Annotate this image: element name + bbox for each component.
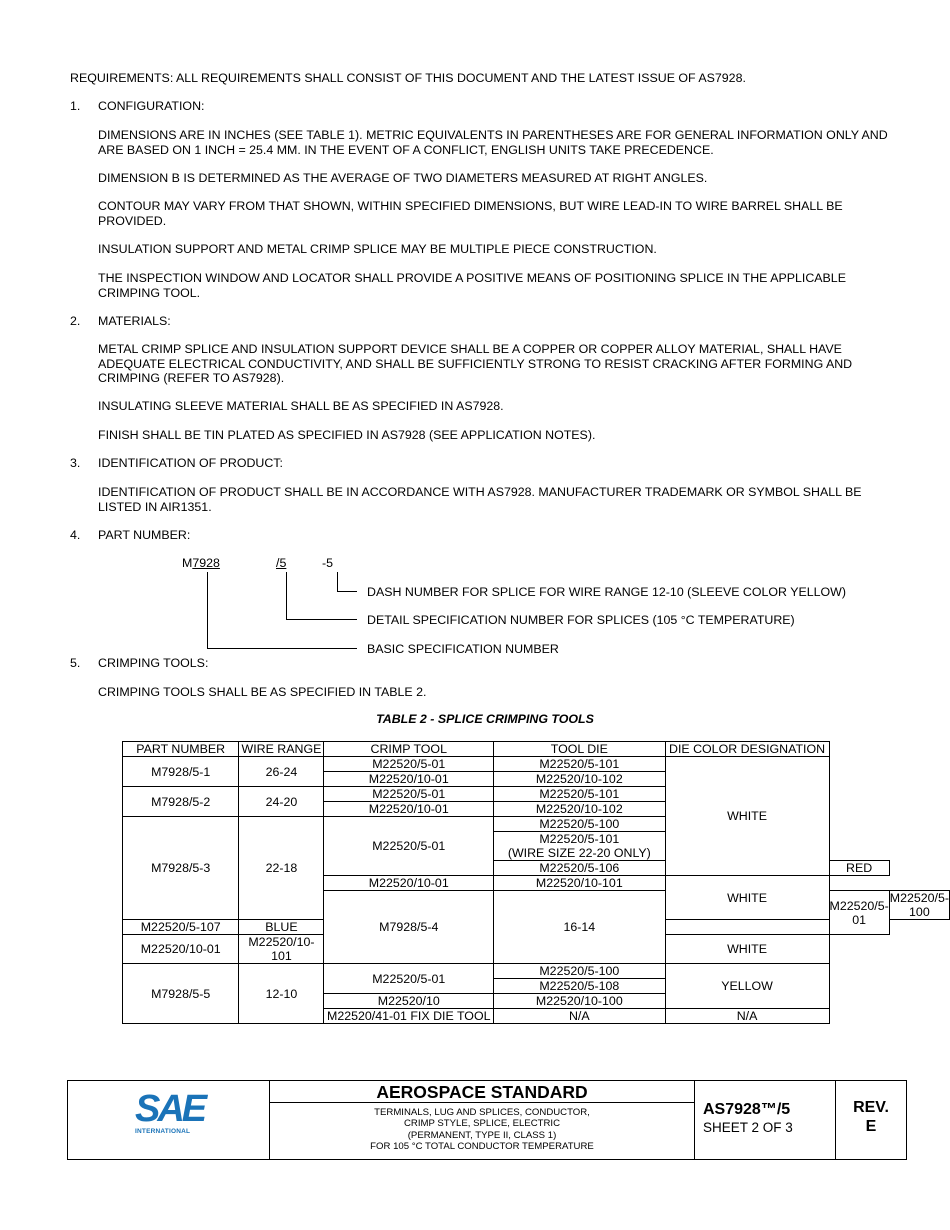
table-row <box>123 757 950 772</box>
description-cell <box>270 1081 695 1159</box>
part-number-cell: M7928/5-3 <box>123 817 239 920</box>
wire-range-cell: 26-24 <box>239 757 324 787</box>
leader-line <box>207 648 357 649</box>
tool-die-cell: M22520/5-100 <box>494 817 666 832</box>
tool-die-cell: M22520/5-101 <box>494 832 666 847</box>
title-block <box>67 1080 907 1160</box>
leader-line <box>207 572 208 649</box>
part-number-cell: M7928/5-5 <box>123 964 239 1024</box>
crimping-tools-table <box>122 741 950 1024</box>
section-1-paragraph: DIMENSIONS ARE IN INCHES (SEE TABLE 1). METRIC EQUIVALENTS IN PARENTHESES ARE FOR GENERAL INFORMATION ONLY AND ARE BASED ON 1 INCH = 25.4 MM. IN THE EVENT OF A CONFLICT, ENGLISH UNITS TAKE PRECEDENCE. <box>98 128 888 157</box>
leader-line <box>337 572 338 591</box>
section-1-title: CONFIGURATION: <box>98 99 205 113</box>
part-number-cell: M7928/5-1 <box>123 757 239 787</box>
tool-die-cell: M22520/10-101 <box>494 876 666 891</box>
section-1-paragraph: THE INSPECTION WINDOW AND LOCATOR SHALL PROVIDE A POSITIVE MEANS OF POSITIONING SPLICE IN THE APPLICABLE CRIMPING TOOL. <box>98 271 846 300</box>
document-description: TERMINALS, LUG AND SPLICES, CONDUCTOR, CRIMP STYLE, SPLICE, ELECTRIC (PERMANENT, TYPE II, CLASS 1) FOR 105 °C TOTAL CONDUCTOR TEMPERATURE <box>370 1107 594 1152</box>
tool-die-cell: M22520/5-101 <box>494 787 666 802</box>
tool-die-cell: M22520/5-107 <box>123 920 239 935</box>
standard-header: AEROSPACE STANDARD <box>270 1081 694 1103</box>
crimp-tool-cell: M22520/41-01 FIX DIE TOOL <box>324 1009 494 1024</box>
table-header-row <box>123 742 950 757</box>
part-number-basic: M7928 <box>182 556 220 570</box>
revision-cell <box>836 1081 906 1159</box>
tool-die-cell: M22520/10-102 <box>494 772 666 787</box>
crimp-tool-cell: M22520/10-01 <box>324 802 494 817</box>
die-color-cell: YELLOW <box>665 964 829 1009</box>
section-2-title: MATERIALS: <box>98 314 171 328</box>
wire-range-cell: 12-10 <box>239 964 324 1024</box>
crimp-tool-cell: M22520/5-01 <box>829 891 889 935</box>
crimp-tool-cell: M22520/10-01 <box>324 772 494 787</box>
tool-die-cell: M22520/5-100 <box>494 964 666 979</box>
tool-die-cell: M22520/5-100 <box>889 891 949 919</box>
revision-label: REV. <box>853 1099 889 1116</box>
table-header: WIRE RANGE <box>239 742 324 757</box>
tool-die-cell: M22520/5-106 <box>494 861 666 876</box>
part-number-detail: /5 <box>276 556 287 570</box>
basic-spec-description: BASIC SPECIFICATION NUMBER <box>367 642 559 656</box>
logo-cell <box>68 1081 270 1159</box>
crimp-tool-cell: M22520/10-01 <box>123 935 239 964</box>
die-color-cell: BLUE <box>239 920 324 935</box>
tool-die-cell: N/A <box>494 1009 666 1024</box>
table-header: DIE COLOR DESIGNATION <box>665 742 829 757</box>
section-3-number: 3. <box>70 456 81 470</box>
tool-die-cell: M22520/5-108 <box>494 979 666 994</box>
table-row <box>123 964 950 979</box>
sae-logo: SAE INTERNATIONAL <box>135 1088 205 1135</box>
leader-line <box>337 591 357 592</box>
crimp-tool-cell: M22520/5-01 <box>324 787 494 802</box>
section-1-paragraph: CONTOUR MAY VARY FROM THAT SHOWN, WITHIN SPECIFIED DIMENSIONS, BUT WIRE LEAD-IN TO WIRE BARREL SHALL BE PROVIDED. <box>98 199 843 228</box>
section-2-paragraph: METAL CRIMP SPLICE AND INSULATION SUPPORT DEVICE SHALL BE A COPPER OR COPPER ALLOY MATERIAL, SHALL HAVE ADEQUATE ELECTRICAL CONDUCTIVITY, AND SHALL BE SUFFICIENTLY STRONG TO RESIST CRACKING AFTER FORMING AND CRIMPING (REFER TO AS7928). <box>98 342 853 385</box>
crimp-tool-cell: M22520/5-01 <box>324 757 494 772</box>
crimp-tool-cell: M22520/5-01 <box>324 964 494 994</box>
die-color-cell: N/A <box>665 1009 829 1024</box>
section-5-number: 5. <box>70 656 81 670</box>
wire-range-cell: 16-14 <box>494 891 666 964</box>
section-2-number: 2. <box>70 314 81 328</box>
section-5-paragraph: CRIMPING TOOLS SHALL BE AS SPECIFIED IN TABLE 2. <box>98 685 427 699</box>
dash-number-description: DASH NUMBER FOR SPLICE FOR WIRE RANGE 12-10 (SLEEVE COLOR YELLOW) <box>367 585 846 599</box>
sheet-number: SHEET 2 OF 3 <box>703 1120 793 1135</box>
tool-die-cell: M22520/10-101 <box>239 935 324 964</box>
crimp-tool-cell: M22520/10-01 <box>324 876 494 891</box>
crimp-tool-cell: M22520/5-01 <box>324 817 494 876</box>
tool-die-cell: M22520/5-101 <box>494 757 666 772</box>
section-1-paragraph: INSULATION SUPPORT AND METAL CRIMP SPLICE MAY BE MULTIPLE PIECE CONSTRUCTION. <box>98 242 657 256</box>
leader-line <box>286 619 357 620</box>
part-number-dash: -5 <box>322 556 334 570</box>
document-number: AS7928™/5 <box>703 1101 791 1118</box>
leader-line <box>286 572 287 620</box>
table-header: PART NUMBER <box>123 742 239 757</box>
section-2-paragraph: FINISH SHALL BE TIN PLATED AS SPECIFIED IN AS7928 (SEE APPLICATION NOTES). <box>98 428 596 442</box>
section-2-paragraph: INSULATING SLEEVE MATERIAL SHALL BE AS SPECIFIED IN AS7928. <box>98 399 504 413</box>
die-color-cell: WHITE <box>665 876 829 920</box>
crimp-tool-cell: M22520/10 <box>324 994 494 1009</box>
section-1-paragraph: DIMENSION B IS DETERMINED AS THE AVERAGE OF TWO DIAMETERS MEASURED AT RIGHT ANGLES. <box>98 171 708 185</box>
section-5-title: CRIMPING TOOLS: <box>98 656 209 670</box>
table-title: TABLE 2 - SPLICE CRIMPING TOOLS <box>376 712 594 726</box>
table-header: CRIMP TOOL <box>324 742 494 757</box>
die-color-cell: WHITE <box>665 757 829 876</box>
requirements-text: REQUIREMENTS: ALL REQUIREMENTS SHALL CONSIST OF THIS DOCUMENT AND THE LATEST ISSUE OF AS7928. <box>70 71 746 85</box>
die-color-cell: RED <box>829 861 889 876</box>
wire-range-cell: 24-20 <box>239 787 324 817</box>
tool-die-cell: M22520/10-100 <box>494 994 666 1009</box>
section-4-number: 4. <box>70 528 81 542</box>
part-number-cell: M7928/5-2 <box>123 787 239 817</box>
tool-die-cell: M22520/10-102 <box>494 802 666 817</box>
wire-range-cell: 22-18 <box>239 817 324 920</box>
doc-number-cell <box>695 1081 836 1159</box>
die-color-cell: WHITE <box>665 935 829 964</box>
revision-value: E <box>865 1118 877 1135</box>
section-4-title: PART NUMBER: <box>98 528 191 542</box>
section-3-paragraph: IDENTIFICATION OF PRODUCT SHALL BE IN ACCORDANCE WITH AS7928. MANUFACTURER TRADEMARK OR SYMBOL SHALL BE LISTED IN AIR1351. <box>98 485 862 514</box>
table-header: TOOL DIE <box>494 742 666 757</box>
section-3-title: IDENTIFICATION OF PRODUCT: <box>98 456 283 470</box>
part-number-cell: M7928/5-4 <box>324 891 494 964</box>
detail-spec-description: DETAIL SPECIFICATION NUMBER FOR SPLICES (105 °C TEMPERATURE) <box>367 613 795 627</box>
tool-die-note-cell: (WIRE SIZE 22-20 ONLY) <box>494 846 666 861</box>
section-1-number: 1. <box>70 99 81 113</box>
